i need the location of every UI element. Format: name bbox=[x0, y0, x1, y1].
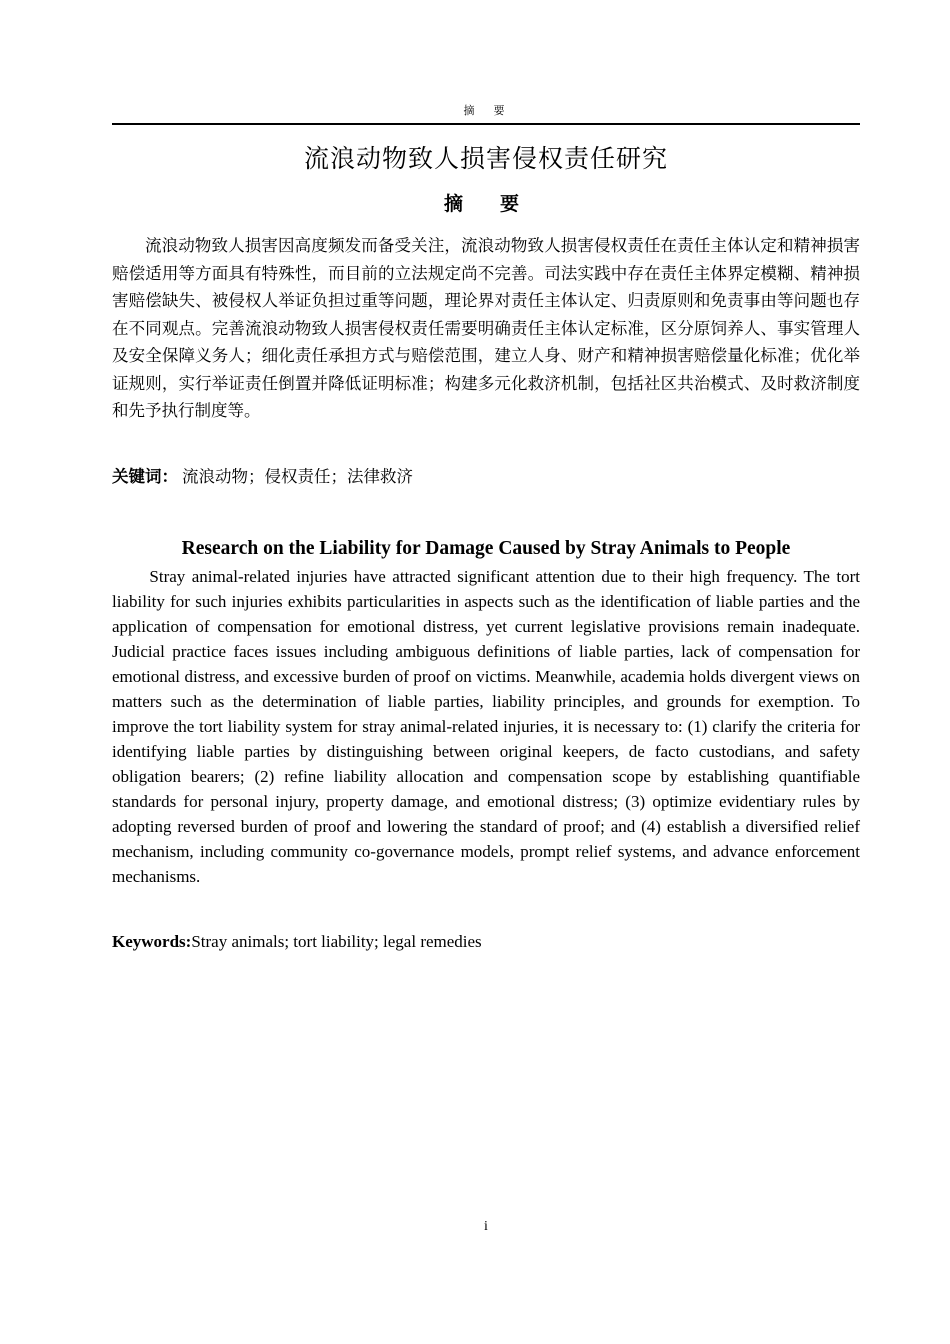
english-abstract-paragraph: Stray animal-related injuries have attracted significant attention due to their high frequency. The tort liability for such injuries exhibits particularities in aspects such as the identification of liable parties and the application of compensation for emotional distress, yet current legislative provisions remain inadequate. Judicial practice faces issues including ambiguous definitions of liable parties, lack of compensation for emotional distress, and excessive burden of proof on victims. Meanwhile, academia holds divergent views on matters such as the determination of liable parties, liability principles, and grounds for exemption. To improve the tort liability system for stray animal-related injuries, it is necessary to: (1) clarify the criteria for identifying liable parties by distinguishing between original keepers, de facto custodians, and safety obligation bearers; (2) refine liability allocation and compensation scope by establishing quantifiable standards for personal injury, property damage, and emotional distress; (3) optimize evidentiary rules by adopting reversed burden of proof and lowering the standard of proof; and (4) establish a diversified relief mechanism, including community co-governance models, prompt relief systems, and advance enforcement mechanisms. bbox=[112, 566, 860, 886]
english-document-title: Research on the Liability for Damage Caused by Stray Animals to People bbox=[181, 537, 791, 559]
page-header bbox=[112, 104, 860, 133]
chinese-keywords-label: 关键词： bbox=[112, 466, 178, 486]
english-keywords-line bbox=[112, 929, 860, 954]
english-keywords-values: Stray animals; tort liability; legal remedies bbox=[191, 931, 482, 951]
header-divider-rule bbox=[112, 123, 860, 125]
running-head-text: 摘 要 bbox=[463, 104, 509, 117]
english-keywords-label: Keywords: bbox=[112, 931, 192, 951]
chinese-keywords-values: 流浪动物；侵权责任；法律救济 bbox=[182, 466, 413, 486]
chinese-keywords-line bbox=[112, 463, 860, 490]
chinese-document-title: 流浪动物致人损害侵权责任研究 bbox=[303, 144, 668, 173]
document-content bbox=[112, 142, 860, 954]
page-number: i bbox=[484, 1219, 488, 1234]
chinese-abstract-paragraph: 流浪动物致人损害因高度频发而备受关注，流浪动物致人损害侵权责任在责任主体认定和精神损害赔偿适用等方面具有特殊性，而目前的立法规定尚不完善。司法实践中存在责任主体界定模糊、精神损害赔偿缺失、被侵权人举证负担过重等问题，理论界对责任主体认定、归责原则和免责事由等问题也存在不同观点。完善流浪动物致人损害侵权责任需要明确责任主体认定标准，区分原饲养人、事实管理人及安全保障义务人；细化责任承担方式与赔偿范围，建立人身、财产和精神损害赔偿量化标准；优化举证规则，实行举证责任倒置并降低证明标准；构建多元化救济机制，包括社区共治模式、及时救济制度和先予执行制度等。 bbox=[112, 236, 860, 420]
chinese-abstract-heading: 摘 要 bbox=[443, 193, 528, 215]
page-footer bbox=[112, 1218, 860, 1236]
